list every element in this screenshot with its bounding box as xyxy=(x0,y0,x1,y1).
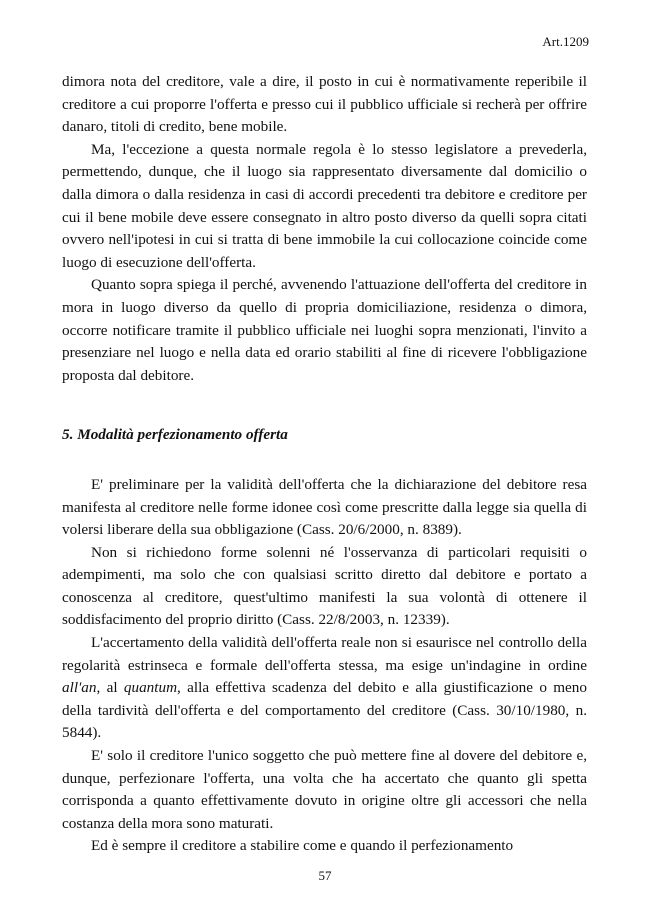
paragraph-6-an: all'an xyxy=(62,679,97,697)
paragraph-3: Quanto sopra spiega il perché, avvenendo l'attuazione dell'offerta del creditore in mora in luogo diverso da quello di propria domiciliazione, residenza o dimora, occorre notificare tramite il pubblico ufficiale nei luoghi sopra menzionati, l'invito a presenziare nel luogo e nella data ed orario stabiliti al fine di ricevere l'obbligazione proposta dal debitore. xyxy=(62,276,587,384)
paragraph-1: dimora nota del creditore, vale a dire, il posto in cui è normativamente reperibile il creditore a cui proporre l'offerta e presso cui il pubblico ufficiale si recherà per offrire danaro, titoli di credito, bene mobile. xyxy=(62,73,587,136)
paragraph-6 xyxy=(62,632,587,745)
section-heading: 5. Modalità perfezionamento offerta xyxy=(62,426,288,444)
paragraph-2: Ma, l'eccezione a questa normale regola è lo stesso legislatore a prevederla, permettendo, dunque, che il luogo sia rappresentato diversamente dal domicilio o dalla dimora o dalla residenza in casi di accordi precedenti tra debitore e creditore per cui il bene mobile deve essere consegnato in altro posto diverso da quelli sopra citati ovvero nell'ipotesi in cui si tratta di bene immobile la cui collocazione coincide come luogo di esecuzione dell'offerta. xyxy=(62,140,587,271)
paragraph-4: E' preliminare per la validità dell'offerta che la dichiarazione del debitore resa manifesta al creditore nelle forme idonee così come prescritte dalla legge sia quella di volersi liberare della sua obbligazione (Cass. 20/6/2000, n. 8389). xyxy=(62,475,587,539)
paragraph-6-text-c: , al xyxy=(96,679,124,697)
running-header: Art.1209 xyxy=(542,34,589,49)
paragraph-8: Ed è sempre il creditore a stabilire come e quando il perfezionamento xyxy=(91,837,514,855)
page-body xyxy=(62,71,587,858)
paragraph-6-quantum: quantum xyxy=(123,679,178,697)
paragraph-6-text-a: L'accertamento della validità dell'offerta reale non si esaurisce nel controllo della regolarità estrinseca e formale dell'offerta stessa, ma esige un'indagine in ordine xyxy=(62,634,587,674)
paragraph-7: E' solo il creditore l'unico soggetto che può mettere fine al dovere del debitore e, dunque, perfezionare l'offerta, una volta che ha accertato che quanto gli spetta corrisponda a quanto effettivamente dovuto in origine oltre gli accessori che nella costanza della mora sono maturati. xyxy=(62,747,587,832)
paragraph-5: Non si richiedono forme solenni né l'osservanza di particolari requisiti o adempimenti, ma solo che con qualsiasi scritto diretto dal debitore e portato a conoscenza al creditore, quest'ultimo manifesti la sua volontà di ottenere il soddisfacimento del proprio diritto (Cass. 22/8/2003, n. 12339). xyxy=(62,543,587,629)
page-number: 57 xyxy=(318,868,332,883)
paragraph-6-text-e: , alla effettiva scadenza del debito e alla giustificazione o meno della tardività dell'offerta e del comportamento del creditore (Cass. 30/10/1980, n. 5844). xyxy=(62,679,587,742)
